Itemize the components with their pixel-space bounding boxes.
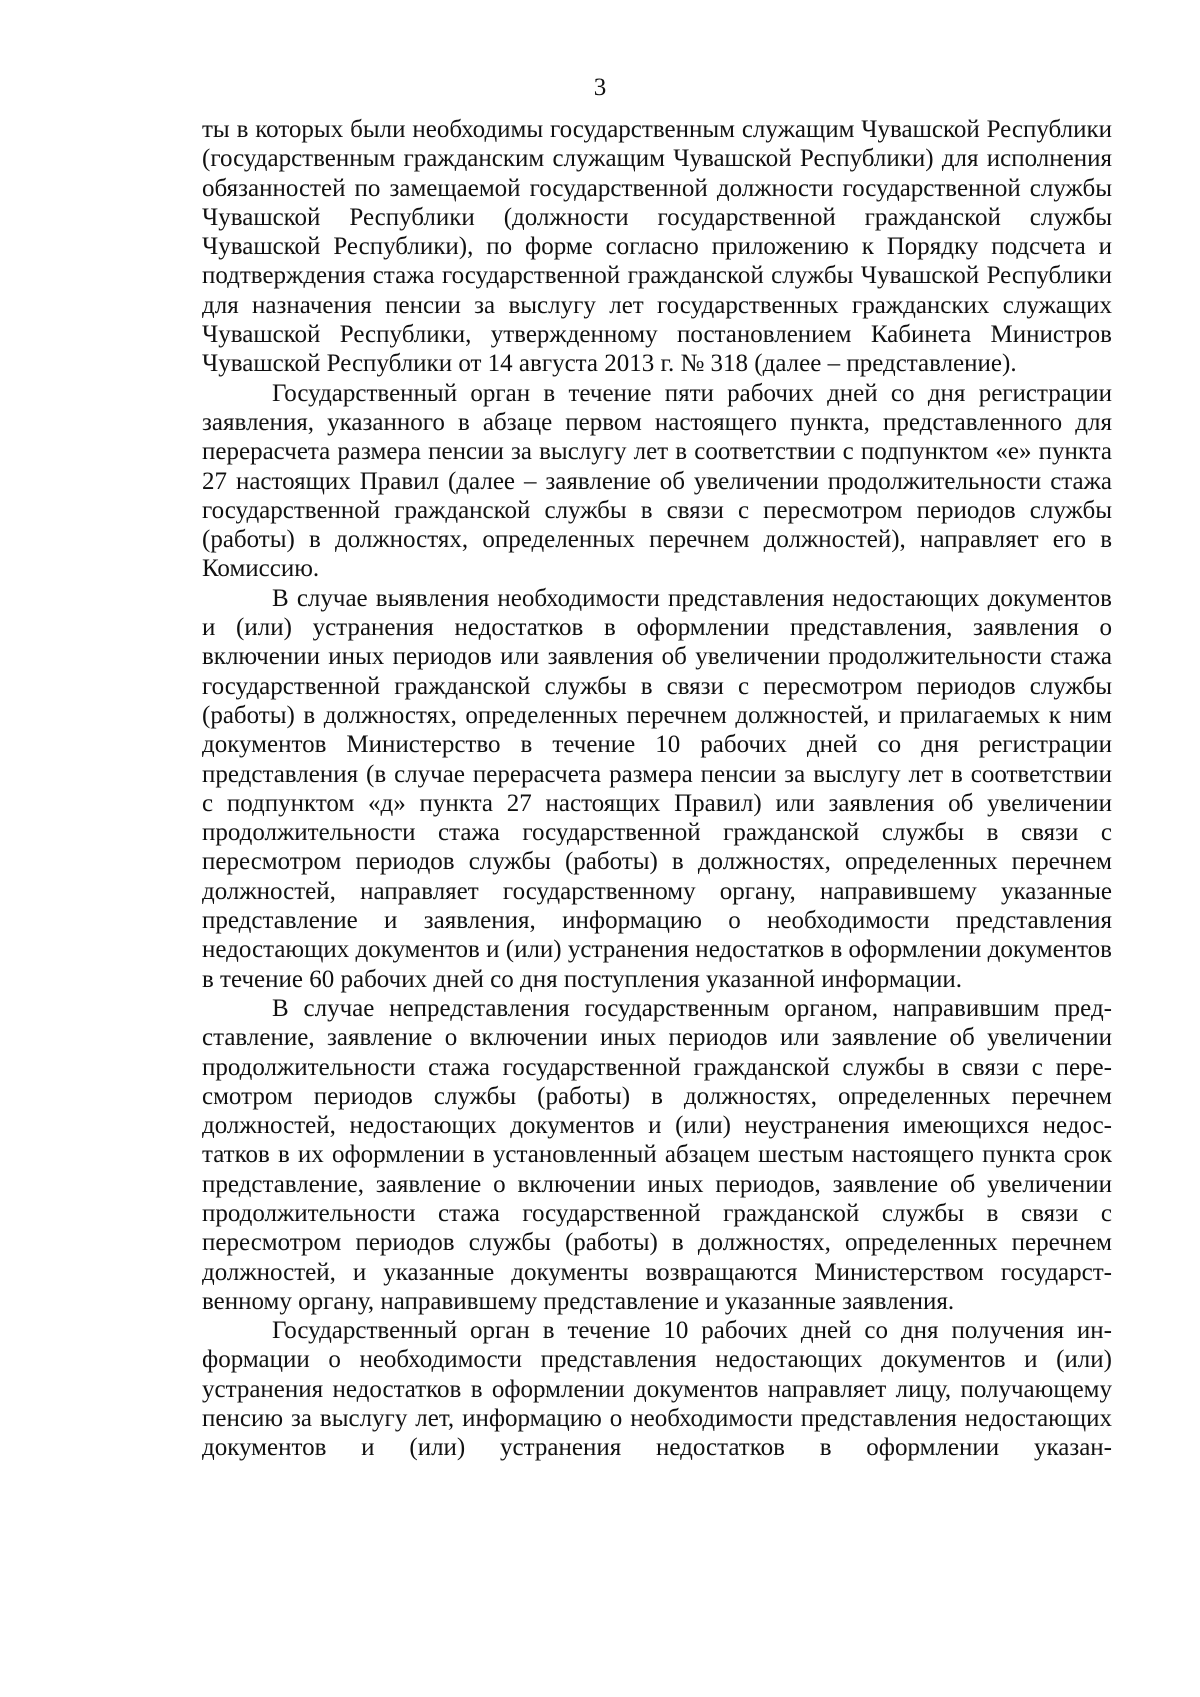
paragraph-non-submission: В случае непредставления государственным органом, направившим представление, заявление о включении иных периодов или заявление об увеличении продолжительности стажа государственной гражданской службы в связи с пересмотром периодов службы (работы) в должностях, определенных перечнем должностей, недостающих документов и (или) неустранения имеющихся недостатков в их оформлении в установленный абзацем шестым настоящего пункта срок представление, заявление о включении иных периодов, заявление об увеличении продолжительности стажа государственной гражданской службы в связи с пересмотром периодов службы (работы) в должностях, определенных перечнем должностей, и указанные документы возвращаются Министерством государственному органу, направившему представление и указанные заявления. (202, 994, 1112, 1315)
paragraph-commission-referral: Государственный орган в течение пяти рабочих дней со дня регистрации заявления, указанного в абзаце первом настоящего пункта, представленного для перерасчета размера пенсии за выслугу лет в соответствии с подпунктом «е» пункта 27 настоящих Правил (далее – заявление об увеличении продолжительности стажа государственной гражданской службы в связи с пересмотром периодов службы (работы) в должностях, определенных перечнем должностей), направляет его в Комиссию. (202, 379, 1112, 583)
document-body (202, 115, 1112, 1463)
page-number: 3 (593, 74, 607, 101)
paragraph-notification: Государственный орган в течение 10 рабочих дней со дня получения информации о необходимости представления недостающих документов и (или) устранения недостатков в оформлении документов направляет лицу, получающему пенсию за выслугу лет, информацию о необходимости представления недостающих документов и (или) устранения недостатков в оформлении указан- (202, 1317, 1112, 1462)
paragraph-missing-documents: В случае выявления необходимости представления недостающих документов и (или) устранения недостатков в оформлении представления, заявления о включении иных периодов или заявления об увеличении продолжительности стажа государственной гражданской службы в связи с пересмотром периодов службы (работы) в должностях, определенных перечнем должностей, и прилагаемых к ним документов Министерство в течение 10 рабочих дней со дня регистрации представления (в случае перерасчета размера пенсии за выслугу лет в соответствии с подпунктом «д» пункта 27 настоящих Правил) или заявления об увеличении продолжительности стажа государственной гражданской службы в связи с пересмотром периодов службы (работы) в должностях, определенных перечнем должностей, направляет государственному органу, направившему указанные представление и заявления, информацию о необходимости представления недостающих документов и (или) устранения недостатков в оформлении документов в течение 60 рабочих дней со дня поступления указанной информации. (202, 584, 1112, 993)
paragraph-continuation: ты в которых были необходимы государственным служащим Чувашской Республики (государственным гражданским служащим Чувашской Республики) для исполнения обязанностей по замещаемой государственной должности государственной службы Чувашской Республики (должности государственной гражданской службы Чувашской Республики), по форме согласно приложению к Порядку подсчета и подтверждения стажа государственной гражданской службы Чувашской Республики для назначения пенсии за выслугу лет государственных гражданских служащих Чувашской Республики, утвержденному постановлением Кабинета Министров Чувашской Республики от 14 августа 2013 г. № 318 (далее – представление). (202, 116, 1112, 378)
